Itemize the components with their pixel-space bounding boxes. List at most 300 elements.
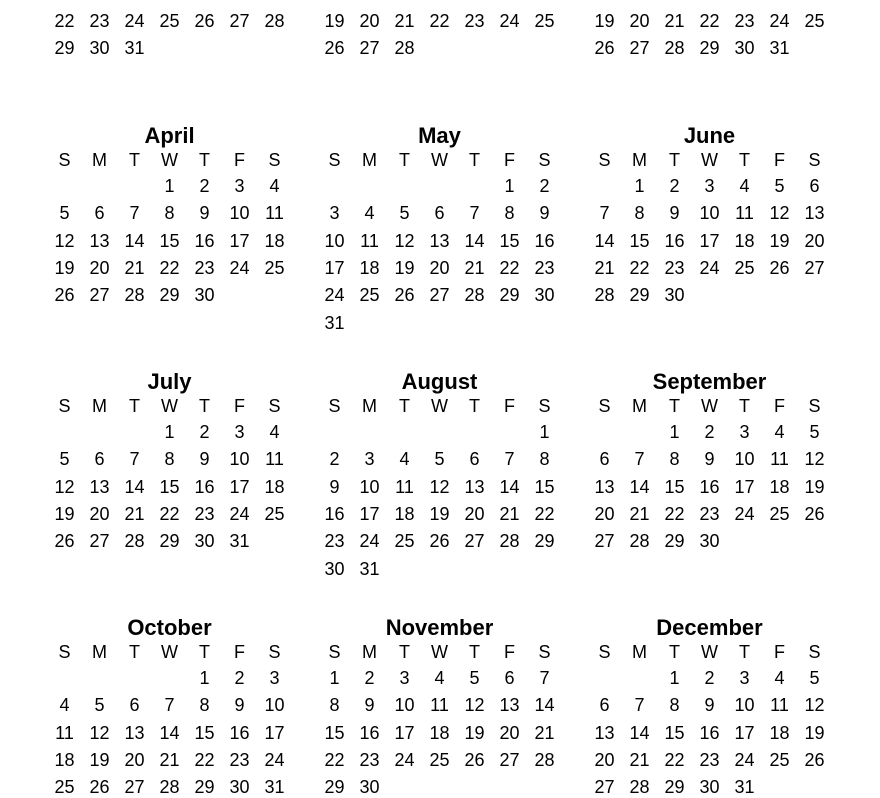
day-cell: 24: [499, 10, 520, 31]
day-cell: 12: [89, 722, 110, 743]
day-cell: 1: [539, 422, 550, 442]
day-cell: 25: [359, 285, 380, 306]
day-cell: 12: [464, 695, 485, 716]
weekday-header: T: [739, 642, 750, 662]
month-title: November: [385, 615, 494, 640]
month-title: May: [418, 123, 461, 148]
weekday-header: W: [701, 642, 718, 662]
day-cell: 21: [629, 503, 650, 524]
weekday-header: T: [469, 150, 480, 170]
weekday-header: F: [234, 396, 245, 416]
day-cell: 28: [629, 777, 650, 798]
day-cell: 3: [234, 422, 245, 442]
weekday-header: S: [268, 642, 281, 662]
day-cell: 29: [534, 531, 555, 552]
day-cell: 2: [704, 668, 715, 688]
day-cell: 15: [629, 230, 650, 251]
weekday-header: T: [469, 396, 480, 416]
day-cell: 11: [360, 230, 379, 251]
weekday-header: S: [808, 642, 821, 662]
weekday-header: T: [669, 642, 680, 662]
day-cell: 23: [229, 749, 250, 770]
day-cell: 1: [504, 176, 515, 196]
day-cell: 22: [664, 503, 685, 524]
weekday-header: S: [598, 150, 611, 170]
day-cell: 29: [499, 285, 520, 306]
day-cell: 18: [359, 257, 380, 278]
day-cell: 26: [54, 285, 75, 306]
day-cell: 19: [394, 257, 415, 278]
day-cell: 23: [89, 10, 110, 31]
weekday-header: F: [504, 396, 515, 416]
weekday-header: M: [632, 396, 647, 416]
weekday-header: W: [161, 396, 178, 416]
day-cell: 16: [229, 722, 250, 743]
day-cell: 6: [94, 449, 105, 470]
day-cell: 8: [164, 203, 175, 224]
day-cell: 27: [429, 285, 450, 306]
day-cell: 22: [159, 503, 180, 524]
day-cell: 27: [594, 531, 615, 552]
month-title: June: [683, 123, 736, 148]
day-cell: 12: [394, 230, 415, 251]
day-cell: 7: [469, 203, 480, 224]
day-cell: 25: [429, 749, 450, 770]
day-cell: 24: [769, 10, 790, 31]
day-cell: 7: [599, 203, 610, 224]
weekday-header: W: [431, 150, 448, 170]
day-cell: 15: [324, 722, 345, 743]
day-cell: 11: [265, 203, 284, 224]
day-cell: 20: [594, 503, 615, 524]
day-cell: 8: [634, 203, 645, 224]
weekday-header: M: [362, 642, 377, 662]
weekday-header: F: [234, 642, 245, 662]
weekday-header: T: [739, 396, 750, 416]
day-cell: 24: [734, 503, 755, 524]
day-cell: 29: [54, 38, 75, 59]
day-cell: 11: [430, 695, 449, 716]
day-cell: 1: [164, 422, 175, 442]
day-cell: 25: [264, 503, 285, 524]
day-cell: 6: [434, 203, 445, 224]
day-cell: 22: [324, 749, 345, 770]
day-cell: 13: [124, 722, 145, 743]
day-cell: 7: [129, 203, 140, 224]
day-cell: 18: [429, 722, 450, 743]
day-cell: 18: [264, 476, 285, 497]
day-cell: 14: [124, 230, 145, 251]
day-cell: 20: [89, 257, 110, 278]
day-cell: 28: [264, 10, 285, 31]
day-cell: 26: [394, 285, 415, 306]
day-cell: 3: [364, 449, 375, 470]
day-cell: 20: [429, 257, 450, 278]
weekday-header: W: [431, 642, 448, 662]
day-cell: 30: [194, 531, 215, 552]
weekday-header: S: [268, 150, 281, 170]
day-cell: 3: [269, 668, 280, 688]
day-cell: 6: [599, 449, 610, 470]
day-cell: 7: [129, 449, 140, 470]
day-cell: 19: [804, 722, 825, 743]
day-cell: 1: [329, 668, 340, 688]
day-cell: 7: [164, 695, 175, 716]
day-cell: 14: [594, 230, 615, 251]
day-cell: 25: [159, 10, 180, 31]
day-cell: 30: [699, 777, 720, 798]
weekday-header: M: [362, 396, 377, 416]
day-cell: 26: [429, 531, 450, 552]
weekday-header: T: [199, 396, 210, 416]
day-cell: 24: [699, 257, 720, 278]
day-cell: 20: [499, 722, 520, 743]
day-cell: 28: [394, 38, 415, 59]
day-cell: 19: [594, 10, 615, 31]
day-cell: 9: [704, 695, 715, 716]
day-cell: 6: [94, 203, 105, 224]
day-cell: 7: [634, 695, 645, 716]
day-cell: 2: [669, 176, 680, 196]
day-cell: 7: [634, 449, 645, 470]
day-cell: 10: [734, 449, 755, 470]
day-cell: 23: [359, 749, 380, 770]
day-cell: 22: [54, 10, 75, 31]
day-cell: 3: [234, 176, 245, 196]
day-cell: 14: [499, 476, 520, 497]
weekday-header: T: [199, 642, 210, 662]
weekday-header: S: [328, 150, 341, 170]
day-cell: 17: [699, 230, 720, 251]
day-cell: 12: [804, 695, 825, 716]
day-cell: 18: [769, 476, 790, 497]
day-cell: 12: [769, 203, 790, 224]
weekday-header: T: [129, 150, 140, 170]
day-cell: 22: [629, 257, 650, 278]
day-cell: 28: [499, 531, 520, 552]
day-cell: 28: [124, 285, 145, 306]
day-cell: 8: [504, 203, 515, 224]
day-cell: 3: [399, 668, 410, 688]
weekday-header: W: [701, 150, 718, 170]
day-cell: 15: [159, 476, 180, 497]
day-cell: 26: [769, 257, 790, 278]
day-cell: 26: [464, 749, 485, 770]
day-cell: 22: [534, 503, 555, 524]
day-cell: 9: [329, 476, 340, 497]
day-cell: 17: [229, 476, 250, 497]
day-cell: 21: [664, 10, 685, 31]
day-cell: 30: [734, 38, 755, 59]
month-title: August: [401, 369, 478, 394]
day-cell: 4: [739, 176, 750, 196]
weekday-header: S: [538, 396, 551, 416]
day-cell: 25: [804, 10, 825, 31]
weekday-header: S: [58, 396, 71, 416]
day-cell: 1: [669, 422, 680, 442]
day-cell: 6: [129, 695, 140, 716]
day-cell: 31: [769, 38, 790, 59]
day-cell: 19: [429, 503, 450, 524]
day-cell: 8: [199, 695, 210, 716]
day-cell: 10: [324, 230, 345, 251]
day-cell: 1: [669, 668, 680, 688]
day-cell: 4: [269, 422, 280, 442]
day-cell: 23: [734, 10, 755, 31]
day-cell: 1: [634, 176, 645, 196]
day-cell: 21: [464, 257, 485, 278]
weekday-header: T: [129, 396, 140, 416]
day-cell: 10: [229, 203, 250, 224]
day-cell: 13: [594, 722, 615, 743]
day-cell: 17: [229, 230, 250, 251]
day-cell: 8: [669, 449, 680, 470]
day-cell: 5: [59, 449, 70, 470]
day-cell: 27: [464, 531, 485, 552]
day-cell: 26: [89, 777, 110, 798]
day-cell: 31: [264, 777, 285, 798]
day-cell: 15: [664, 476, 685, 497]
day-cell: 30: [229, 777, 250, 798]
day-cell: 6: [809, 176, 820, 196]
day-cell: 9: [704, 449, 715, 470]
day-cell: 29: [324, 777, 345, 798]
day-cell: 26: [324, 38, 345, 59]
day-cell: 21: [124, 503, 145, 524]
day-cell: 17: [359, 503, 380, 524]
day-cell: 5: [434, 449, 445, 470]
weekday-header: M: [92, 150, 107, 170]
day-cell: 6: [469, 449, 480, 470]
weekday-header: M: [92, 396, 107, 416]
day-cell: 31: [229, 531, 250, 552]
day-cell: 20: [359, 10, 380, 31]
day-cell: 5: [94, 695, 105, 716]
day-cell: 2: [329, 449, 340, 470]
day-cell: 28: [124, 531, 145, 552]
day-cell: 16: [699, 722, 720, 743]
day-cell: 16: [699, 476, 720, 497]
day-cell: 10: [699, 203, 720, 224]
day-cell: 13: [89, 230, 110, 251]
weekday-header: F: [774, 396, 785, 416]
day-cell: 19: [324, 10, 345, 31]
day-cell: 10: [734, 695, 755, 716]
day-cell: 2: [704, 422, 715, 442]
day-cell: 27: [594, 777, 615, 798]
day-cell: 9: [234, 695, 245, 716]
day-cell: 20: [629, 10, 650, 31]
weekday-header: S: [328, 642, 341, 662]
day-cell: 14: [534, 695, 555, 716]
day-cell: 30: [194, 285, 215, 306]
day-cell: 30: [664, 285, 685, 306]
day-cell: 12: [54, 230, 75, 251]
weekday-header: T: [739, 150, 750, 170]
day-cell: 14: [464, 230, 485, 251]
day-cell: 10: [394, 695, 415, 716]
weekday-header: T: [469, 642, 480, 662]
day-cell: 22: [159, 257, 180, 278]
day-cell: 8: [539, 449, 550, 470]
day-cell: 24: [394, 749, 415, 770]
day-cell: 8: [329, 695, 340, 716]
day-cell: 31: [124, 38, 145, 59]
day-cell: 18: [264, 230, 285, 251]
day-cell: 23: [534, 257, 555, 278]
day-cell: 28: [594, 285, 615, 306]
day-cell: 4: [269, 176, 280, 196]
day-cell: 21: [629, 749, 650, 770]
weekday-header: F: [234, 150, 245, 170]
day-cell: 31: [359, 558, 380, 579]
day-cell: 19: [769, 230, 790, 251]
day-cell: 24: [359, 531, 380, 552]
day-cell: 4: [774, 668, 785, 688]
day-cell: 25: [264, 257, 285, 278]
day-cell: 15: [499, 230, 520, 251]
weekday-header: F: [774, 150, 785, 170]
day-cell: 26: [804, 503, 825, 524]
day-cell: 19: [464, 722, 485, 743]
month-title: October: [127, 615, 212, 640]
day-cell: 25: [769, 749, 790, 770]
day-cell: 14: [159, 722, 180, 743]
day-cell: 10: [359, 476, 380, 497]
weekday-header: T: [669, 396, 680, 416]
weekday-header: T: [399, 396, 410, 416]
day-cell: 23: [664, 257, 685, 278]
day-cell: 11: [395, 476, 414, 497]
weekday-header: W: [161, 642, 178, 662]
day-cell: 11: [265, 449, 284, 470]
weekday-header: T: [399, 642, 410, 662]
weekday-header: S: [598, 642, 611, 662]
day-cell: 20: [804, 230, 825, 251]
day-cell: 10: [264, 695, 285, 716]
day-cell: 27: [359, 38, 380, 59]
day-cell: 16: [664, 230, 685, 251]
day-cell: 23: [194, 257, 215, 278]
weekday-header: T: [399, 150, 410, 170]
day-cell: 3: [739, 668, 750, 688]
day-cell: 2: [234, 668, 245, 688]
day-cell: 22: [429, 10, 450, 31]
day-cell: 2: [364, 668, 375, 688]
day-cell: 18: [769, 722, 790, 743]
day-cell: 23: [194, 503, 215, 524]
day-cell: 26: [54, 531, 75, 552]
day-cell: 21: [594, 257, 615, 278]
day-cell: 22: [499, 257, 520, 278]
day-cell: 25: [769, 503, 790, 524]
day-cell: 25: [394, 531, 415, 552]
day-cell: 6: [504, 668, 515, 688]
day-cell: 21: [124, 257, 145, 278]
day-cell: 5: [809, 668, 820, 688]
day-cell: 13: [499, 695, 520, 716]
day-cell: 20: [594, 749, 615, 770]
weekday-header: T: [199, 150, 210, 170]
weekday-header: S: [58, 642, 71, 662]
day-cell: 24: [229, 503, 250, 524]
day-cell: 12: [429, 476, 450, 497]
day-cell: 4: [434, 668, 445, 688]
day-cell: 19: [89, 749, 110, 770]
day-cell: 17: [324, 257, 345, 278]
day-cell: 4: [364, 203, 375, 224]
day-cell: 10: [229, 449, 250, 470]
day-cell: 29: [664, 777, 685, 798]
day-cell: 5: [59, 203, 70, 224]
day-cell: 17: [734, 722, 755, 743]
day-cell: 31: [324, 312, 345, 333]
day-cell: 23: [699, 503, 720, 524]
day-cell: 14: [629, 722, 650, 743]
day-cell: 5: [469, 668, 480, 688]
day-cell: 11: [55, 722, 74, 743]
day-cell: 3: [739, 422, 750, 442]
day-cell: 19: [54, 257, 75, 278]
day-cell: 9: [364, 695, 375, 716]
day-cell: 26: [804, 749, 825, 770]
day-cell: 11: [735, 203, 754, 224]
day-cell: 27: [499, 749, 520, 770]
day-cell: 21: [499, 503, 520, 524]
day-cell: 29: [629, 285, 650, 306]
weekday-header: T: [129, 642, 140, 662]
day-cell: 30: [534, 285, 555, 306]
weekday-header: M: [92, 642, 107, 662]
day-cell: 24: [264, 749, 285, 770]
day-cell: 22: [194, 749, 215, 770]
day-cell: 2: [199, 422, 210, 442]
day-cell: 11: [770, 449, 789, 470]
day-cell: 28: [629, 531, 650, 552]
day-cell: 30: [324, 558, 345, 579]
day-cell: 24: [734, 749, 755, 770]
day-cell: 24: [124, 10, 145, 31]
day-cell: 23: [464, 10, 485, 31]
day-cell: 27: [229, 10, 250, 31]
day-cell: 1: [164, 176, 175, 196]
day-cell: 18: [54, 749, 75, 770]
month-title: September: [652, 369, 767, 394]
day-cell: 21: [534, 722, 555, 743]
day-cell: 21: [159, 749, 180, 770]
day-cell: 17: [264, 722, 285, 743]
day-cell: 29: [159, 531, 180, 552]
day-cell: 4: [59, 695, 70, 716]
day-cell: 8: [164, 449, 175, 470]
day-cell: 2: [539, 176, 550, 196]
weekday-header: M: [632, 642, 647, 662]
day-cell: 28: [159, 777, 180, 798]
weekday-header: S: [268, 396, 281, 416]
weekday-header: F: [504, 642, 515, 662]
weekday-header: S: [808, 150, 821, 170]
day-cell: 27: [804, 257, 825, 278]
day-cell: 9: [669, 203, 680, 224]
weekday-header: M: [362, 150, 377, 170]
day-cell: 15: [664, 722, 685, 743]
weekday-header: M: [632, 150, 647, 170]
day-cell: 9: [199, 449, 210, 470]
day-cell: 2: [199, 176, 210, 196]
day-cell: 22: [699, 10, 720, 31]
weekday-header: S: [808, 396, 821, 416]
day-cell: 17: [394, 722, 415, 743]
